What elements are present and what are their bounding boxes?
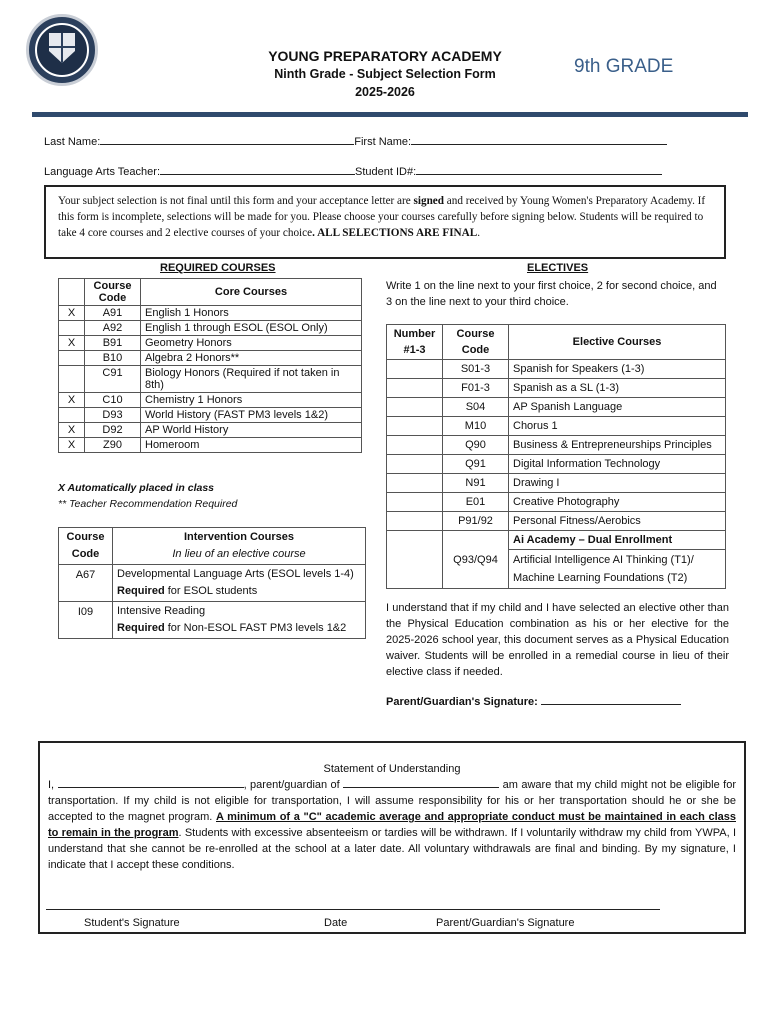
required-course-name: AP World History — [141, 423, 362, 438]
ai-code: Q93/Q94 — [443, 531, 509, 589]
statement-i: I, — [48, 779, 58, 791]
elective-code: E01 — [443, 493, 509, 512]
last-name-row[interactable] — [44, 134, 667, 148]
required-code: A92 — [85, 321, 141, 336]
required-code: D93 — [85, 408, 141, 423]
ai-course-name: Artificial Intelligence AI Thinking (T1)/ Machine Learning Foundations (T2) — [509, 550, 726, 589]
elective-code: F01-3 — [443, 379, 509, 398]
elective-number-cell[interactable] — [387, 455, 443, 474]
elective-row — [387, 398, 726, 417]
intervention-requirement: Required for Non-ESOL FAST PM3 levels 1&2 — [117, 622, 347, 634]
notice-end: . — [477, 227, 480, 239]
elective-course-name: Creative Photography — [509, 493, 726, 512]
required-mark: X — [59, 423, 85, 438]
elective-number-cell[interactable] — [387, 512, 443, 531]
elective-course-name: Spanish as a SL (1-3) — [509, 379, 726, 398]
electives-instructions: Write 1 on the line next to your first choice, 2 for second choice, and 3 on the line next to your third choice. — [386, 280, 717, 308]
first-name-label: First Name: — [354, 136, 412, 148]
required-mark — [59, 351, 85, 366]
required-code: C91 — [85, 366, 141, 393]
elective-number-cell[interactable] — [387, 436, 443, 455]
elective-code: Q91 — [443, 455, 509, 474]
elective-code-header: Course Code — [443, 325, 509, 360]
elective-code: Q90 — [443, 436, 509, 455]
required-heading: REQUIRED COURSES — [160, 262, 276, 274]
electives-heading: ELECTIVES — [527, 262, 589, 274]
required-code: B91 — [85, 336, 141, 351]
school-year: 2025-2026 — [355, 85, 415, 99]
intervention-title: Intervention Courses — [183, 531, 295, 543]
parent-signature-label: Parent/Guardian's Signature — [436, 917, 575, 929]
student-signature-label: Student's Signature — [84, 917, 180, 929]
waiver-signature-line[interactable] — [541, 694, 681, 705]
intervention-subtitle: In lieu of an elective course — [172, 548, 306, 560]
teacher-row[interactable] — [44, 164, 662, 178]
elective-number-cell[interactable] — [387, 398, 443, 417]
required-course-name: World History (FAST PM3 levels 1&2) — [141, 408, 362, 423]
grade-label: 9th GRADE — [574, 56, 674, 77]
intervention-course — [113, 565, 366, 602]
statement-requirement: A minimum of a "C" academic average and appropriate conduct must be maintained in each class to remain in the program — [48, 811, 736, 839]
elective-course-name: Business & Entrepreneurships Principles — [509, 436, 726, 455]
required-mark: X — [59, 438, 85, 453]
elective-course-name: Digital Information Technology — [509, 455, 726, 474]
statement-guardian-of: , parent/guardian of — [243, 779, 344, 791]
selection-notice — [44, 185, 726, 259]
required-course-name: English 1 through ESOL (ESOL Only) — [141, 321, 362, 336]
last-name-line[interactable] — [100, 134, 354, 145]
waiver-signature-row[interactable] — [386, 694, 681, 708]
elective-course-name: AP Spanish Language — [509, 398, 726, 417]
elective-code: M10 — [443, 417, 509, 436]
elective-row — [387, 512, 726, 531]
notice-final: . ALL SELECTIONS ARE FINAL — [312, 227, 478, 239]
intervention-code: I09 — [59, 602, 113, 639]
required-name-header: Core Courses — [141, 279, 362, 306]
last-name-label: Last Name: — [44, 136, 101, 148]
elective-row — [387, 436, 726, 455]
elective-course-name: Personal Fitness/Aerobics — [509, 512, 726, 531]
required-row — [59, 366, 362, 393]
intervention-course-name: Developmental Language Arts (ESOL levels 1-4) — [117, 568, 354, 580]
required-mark: X — [59, 393, 85, 408]
elective-row — [387, 417, 726, 436]
guardian-name-line[interactable] — [58, 777, 244, 788]
elective-code: N91 — [443, 474, 509, 493]
required-code: D92 — [85, 423, 141, 438]
child-name-line[interactable] — [343, 777, 499, 788]
elective-number-cell[interactable] — [387, 493, 443, 512]
required-mark: X — [59, 306, 85, 321]
student-id-line[interactable] — [416, 164, 662, 175]
intervention-requirement: Required for ESOL students — [117, 585, 258, 597]
elective-row — [387, 379, 726, 398]
elective-course-name: Chorus 1 — [509, 417, 726, 436]
elective-code: S01-3 — [443, 360, 509, 379]
ai-number-cell[interactable] — [387, 531, 443, 589]
elective-course-name: Drawing I — [509, 474, 726, 493]
intervention-code: A67 — [59, 565, 113, 602]
required-course-name: Geometry Honors — [141, 336, 362, 351]
required-course-name: Biology Honors (Required if not taken in 8th) — [141, 366, 362, 393]
required-course-name: Algebra 2 Honors** — [141, 351, 362, 366]
elective-row — [387, 474, 726, 493]
intervention-code-header: Course Code — [59, 528, 113, 565]
required-row — [59, 336, 362, 351]
required-row — [59, 351, 362, 366]
elective-row — [387, 455, 726, 474]
first-name-line[interactable] — [411, 134, 667, 145]
intervention-name-header — [113, 528, 366, 565]
statement-rest: . Students with excessive absenteeism or tardies will be withdrawn. If I voluntarily withdraw my child from YWPA, I understand that she cannot be re-enrolled at the school at a later date. All voluntary withdrawals are final and binding. By my signature, I indicate that I accept these conditions. — [48, 827, 736, 871]
notice-signed: signed — [413, 195, 444, 207]
intervention-row — [59, 565, 366, 602]
mark-header — [59, 279, 85, 306]
auto-placed-text: X Automatically placed in class — [58, 482, 215, 494]
required-course-name: English 1 Honors — [141, 306, 362, 321]
required-mark — [59, 408, 85, 423]
statement-title: Statement of Understanding — [323, 763, 461, 775]
required-row — [59, 408, 362, 423]
required-mark — [59, 321, 85, 336]
number-header: Number #1-3 — [387, 325, 443, 360]
elective-code: P91/92 — [443, 512, 509, 531]
required-row — [59, 306, 362, 321]
elective-number-cell[interactable] — [387, 360, 443, 379]
form-title: Ninth Grade - Subject Selection Form — [274, 67, 496, 81]
required-course-name: Homeroom — [141, 438, 362, 453]
required-mark — [59, 366, 85, 393]
intervention-course — [113, 602, 366, 639]
electives-table — [386, 324, 726, 589]
statement-body — [48, 777, 736, 873]
pe-waiver-text: I understand that if my child and I have selected an elective other than the Physical Education combination as his or her elective for the 2025-2026 school year, this document serves as a Physical Education waiver. Students will be enrolled in a remedial course in lieu of their elective class if needed. — [386, 602, 729, 678]
intervention-course-name: Intensive Reading — [117, 605, 206, 617]
required-table — [58, 278, 362, 453]
school-name: YOUNG PREPARATORY ACADEMY — [268, 48, 502, 64]
statement-aware: am aware that my child might not be eligible for transportation. If my child is not eligible for transportation, I will assume responsibility for his or her transportation should he or she be accepted to the magnet program. — [48, 779, 736, 823]
ai-heading: Ai Academy – Dual Enrollment — [509, 531, 726, 550]
elective-row — [387, 493, 726, 512]
required-row — [59, 393, 362, 408]
teacher-rec-note: ** Teacher Recommendation Required — [58, 498, 238, 510]
required-code: B10 — [85, 351, 141, 366]
intervention-table — [58, 527, 366, 639]
header-divider — [32, 112, 748, 117]
la-teacher-line[interactable] — [160, 164, 355, 175]
notice-text-1: Your subject selection is not final until this form and your acceptance letter are — [58, 195, 414, 207]
elective-number-cell[interactable] — [387, 417, 443, 436]
required-row — [59, 438, 362, 453]
elective-row — [387, 360, 726, 379]
required-code: C10 — [85, 393, 141, 408]
elective-number-cell[interactable] — [387, 474, 443, 493]
auto-placed-note — [58, 482, 214, 494]
waiver-signature-label: Parent/Guardian's Signature: — [386, 696, 541, 708]
required-row — [59, 321, 362, 336]
elective-code: S04 — [443, 398, 509, 417]
statement-box — [38, 741, 746, 934]
required-code: Z90 — [85, 438, 141, 453]
required-row — [59, 423, 362, 438]
required-code: A91 — [85, 306, 141, 321]
elective-name-header: Elective Courses — [509, 325, 726, 360]
elective-number-cell[interactable] — [387, 379, 443, 398]
date-label: Date — [324, 917, 348, 929]
student-id-label: Student ID#: — [355, 166, 417, 178]
intervention-row — [59, 602, 366, 639]
required-mark: X — [59, 336, 85, 351]
la-teacher-label: Language Arts Teacher: — [44, 166, 160, 178]
required-code-header: Course Code — [85, 279, 141, 306]
signature-line[interactable] — [46, 909, 660, 910]
required-course-name: Chemistry 1 Honors — [141, 393, 362, 408]
elective-course-name: Spanish for Speakers (1-3) — [509, 360, 726, 379]
notice-text-2: and received by Young Women's Preparatory Academy. If this form is incomplete, selections will be made for you. Please choose your courses carefully before signing below. Students will be required to take 4 core courses and 2 elective courses of your choice — [58, 195, 706, 239]
